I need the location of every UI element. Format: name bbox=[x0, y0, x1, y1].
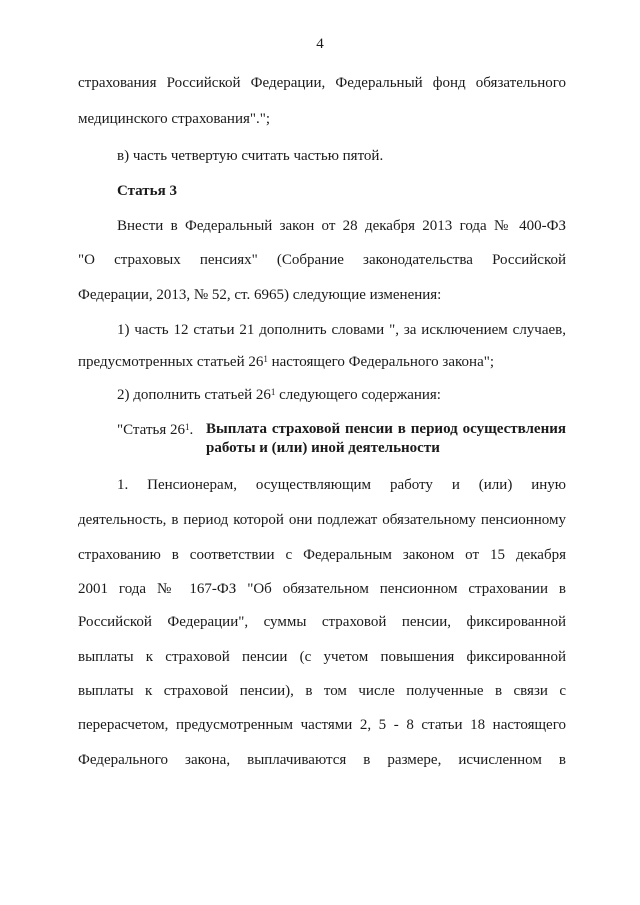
paragraph-line: страхованию в соответствии с Федеральным законом от 15 декабря bbox=[78, 547, 566, 563]
article-title: Выплата страховой пенсии в период осуществления работы и (или) иной деятельности bbox=[206, 421, 566, 456]
paragraph-line: 2001 года № 167-ФЗ "Об обязательном пенсионном страховании в bbox=[78, 581, 566, 597]
text-span: 2) дополнить статьей 26 bbox=[117, 387, 271, 403]
text-span: следующего содержания: bbox=[275, 387, 441, 403]
paragraph-line: 1) часть 12 статьи 21 дополнить словами ", за исключением случаев, bbox=[117, 322, 566, 338]
text-span: . bbox=[189, 422, 194, 438]
paragraph-line: медицинского страхования"."; bbox=[78, 111, 271, 127]
text-span: настоящего Федерального закона"; bbox=[267, 354, 495, 370]
superscript: 1 bbox=[263, 354, 268, 364]
paragraph-line: страхования Российской Федерации, Федеральный фонд обязательного bbox=[78, 75, 566, 91]
paragraph-line: в) часть четвертую считать частью пятой. bbox=[117, 148, 384, 164]
paragraph-line: Федерации, 2013, № 52, ст. 6965) следующие изменения: bbox=[78, 287, 442, 303]
article-heading: Статья 3 bbox=[117, 183, 177, 199]
paragraph-line: 1. Пенсионерам, осуществляющим работу и (или) иную bbox=[117, 477, 566, 493]
page-number: 4 bbox=[316, 36, 324, 52]
text-span: предусмотренных статьей 26 bbox=[78, 354, 264, 370]
paragraph-line: Российской Федерации", суммы страховой пенсии, фиксированной bbox=[78, 614, 566, 630]
paragraph-line: деятельность, в период которой они подлежат обязательному пенсионному bbox=[78, 512, 566, 528]
paragraph-line: перерасчетом, предусмотренным частями 2, 5 - 8 статьи 18 настоящего bbox=[78, 717, 566, 733]
paragraph-line bbox=[78, 352, 566, 372]
paragraph-line: выплаты к страховой пенсии), в том числе полученные в связи с bbox=[78, 683, 566, 699]
paragraph-line bbox=[117, 385, 566, 405]
superscript: 1 bbox=[184, 422, 190, 432]
paragraph-line: "О страховых пенсиях" (Собрание законодательства Российской bbox=[78, 252, 566, 268]
paragraph-line: выплаты к страховой пенсии (с учетом повышения фиксированной bbox=[78, 649, 566, 665]
superscript: 1 bbox=[270, 387, 276, 397]
paragraph-line: Федерального закона, выплачиваются в размере, исчисленном в bbox=[78, 752, 566, 768]
text-span: "Статья 26 bbox=[117, 422, 185, 438]
paragraph-line: Внести в Федеральный закон от 28 декабря 2013 года № 400-ФЗ bbox=[117, 218, 566, 234]
article-prefix bbox=[117, 420, 193, 440]
